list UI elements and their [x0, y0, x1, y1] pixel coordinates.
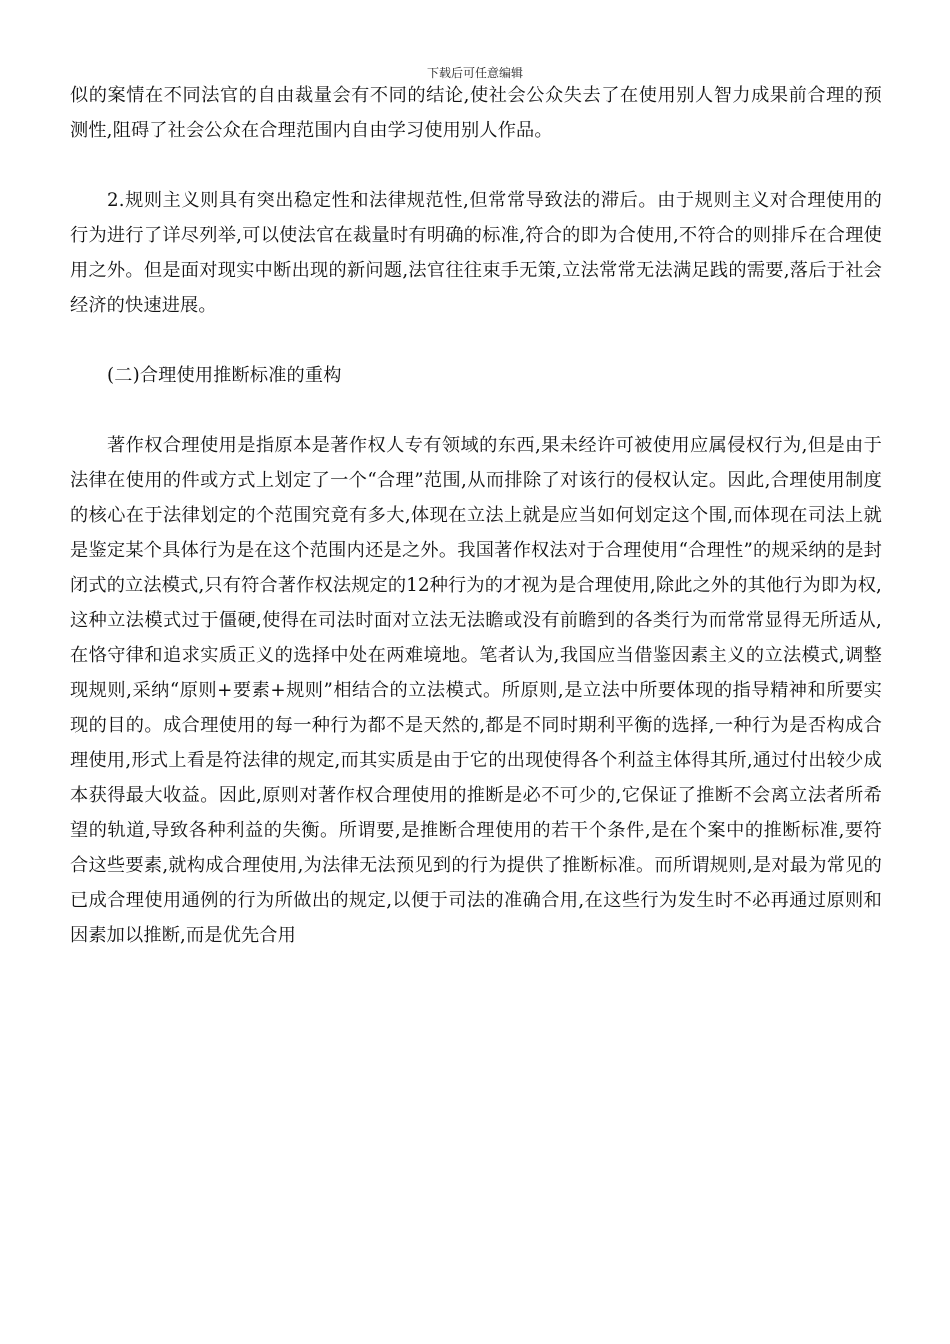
document-body [70, 78, 882, 953]
header-note: 下载后可任意编辑 [426, 66, 523, 80]
paragraph-continuation: 似的案情在不同法官的自由裁量会有不同的结论,使社会公众失去了在使用别人智力成果前合理的预测性,阻碍了社会公众在合理范围内自由学习使用别人作品。 [70, 85, 882, 141]
section-heading: (二)合理使用推断标准的重构 [107, 365, 342, 386]
paragraph-fair-use-reconstruction: 著作权合理使用是指原本是著作权人专有领域的东西,果未经许可被使用应属侵权行为,但是由于法律在使用的件或方式上划定了一个“合理”范围,从而排除了对该行的侵权认定。因此,合理使用制度的核心在于法律划定的个范围究竟有多大,体现在立法上就是应当如何划定这个围,而体现在司法上就是鉴定某个具体行为是在这个范围内还是之外。我国著作权法对于合理使用“合理性”的规采纳的是封闭式的立法模式,只有符合著作权法规定的12种行为的才视为是合理使用,除此之外的其他行为即为权,这种立法模式过于僵硬,使得在司法时面对立法无法瞻或没有前瞻到的各类行为而常常显得无所适从,在恪守律和追求实质正义的选择中处在两难境地。笔者认为,我国应当借鉴因素主义的立法模式,调整现规则,采纳“原则+要素+规则”相结合的立法模式。所原则,是立法中所要体现的指导精神和所要实现的目的。成合理使用的每一种行为都不是天然的,都是不同时期利平衡的选择,一种行为是否构成合理使用,形式上看是符法律的规定,而其实质是由于它的出现使得各个利益主体得其所,通过付出较少成本获得最大收益。因此,原则对著作权合理使用的推断是必不可少的,它保证了推断不会离立法者所希望的轨道,导致各种利益的失衡。所谓要,是推断合理使用的若干个条件,是在个案中的推断标准,要符合这些要素,就构成合理使用,为法律无法预见到的行为提供了推断标准。而所谓规则,是对最为常见的已成合理使用通例的行为所做出的规定,以便于司法的准确合用,在这些行为发生时不必再通过原则和因素加以推断,而是优先合用 [70, 435, 882, 946]
paragraph-rule-principle: 2.规则主义则具有突出稳定性和法律规范性,但常常导致法的滞后。由于规则主义对合理使用的行为进行了详尽列举,可以使法官在裁量时有明确的标准,符合的即为合使用,不符合的则排斥在合理使用之外。但是面对现实中断出现的新问题,法官往往束手无策,立法常常无法满足践的需要,落后于社会经济的快速进展。 [70, 190, 882, 316]
